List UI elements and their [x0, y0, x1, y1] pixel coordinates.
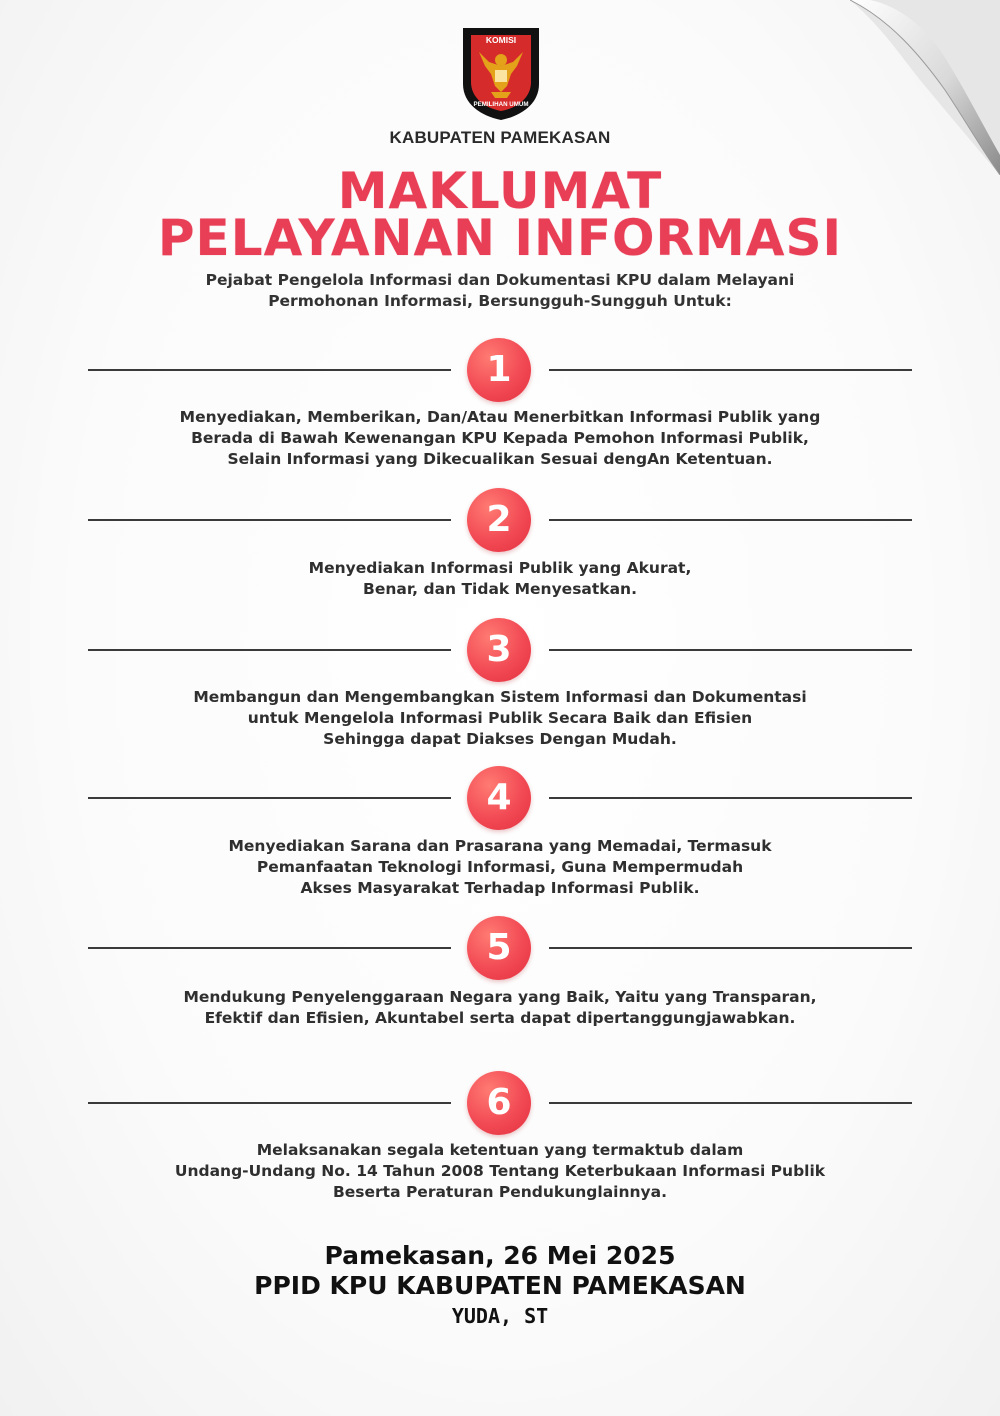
intro-text [100, 270, 900, 312]
item-line: Benar, dan Tidak Menyesatkan. [363, 580, 637, 598]
item-line: Selain Informasi yang Dikecualikan Sesuai dengAn Ketentuan. [227, 450, 773, 468]
item-line: Efektif dan Efisien, Akuntabel serta dapat dipertanggungjawabkan. [204, 1009, 796, 1027]
item-4-header [0, 764, 1000, 832]
divider-line [88, 797, 451, 799]
item-2-text [80, 558, 920, 600]
divider-line [88, 947, 451, 949]
item-line: Akses Masyarakat Terhadap Informasi Publik. [300, 879, 700, 897]
region-label: KABUPATEN PAMEKASAN [389, 128, 611, 147]
title-line-1: MAKLUMAT [337, 162, 663, 220]
logo-top-text: KOMISI [485, 35, 517, 45]
intro-line: Permohonan Informasi, Bersungguh-Sungguh Untuk: [268, 292, 732, 310]
item-number-badge: 3 [467, 618, 531, 682]
item-6-text [80, 1140, 920, 1203]
divider-line [88, 1102, 451, 1104]
signature-place-date: Pamekasan, 26 Mei 2025 [324, 1241, 676, 1270]
divider-line [88, 369, 451, 371]
kpu-logo-emblem [455, 22, 547, 122]
kpu-logo [455, 22, 547, 122]
item-line: Beserta Peraturan Pendukunglainnya. [332, 1183, 668, 1201]
logo-bottom-text: PEMILIHAN UMUM [473, 101, 529, 108]
divider-line [549, 1102, 912, 1104]
divider-line [549, 797, 912, 799]
item-number-badge: 2 [467, 488, 531, 552]
divider-line [549, 369, 912, 371]
item-line: Menyediakan Informasi Publik yang Akurat, [308, 559, 692, 577]
item-line: Membangun dan Mengembangkan Sistem Informasi dan Dokumentasi [193, 688, 807, 706]
item-number-badge: 1 [467, 338, 531, 402]
intro-line: Pejabat Pengelola Informasi dan Dokumentasi KPU dalam Melayani [205, 271, 795, 289]
item-line: Pemanfaatan Teknologi Informasi, Guna Mempermudah [256, 858, 744, 876]
divider-line [549, 947, 912, 949]
item-number-badge: 6 [467, 1071, 531, 1135]
signature-organization: PPID KPU KABUPATEN PAMEKASAN [254, 1271, 746, 1300]
signature-name: YUDA, ST [451, 1304, 549, 1328]
item-line: Mendukung Penyelenggaraan Negara yang Baik, Yaitu yang Transparan, [183, 988, 817, 1006]
item-line: Menyediakan, Memberikan, Dan/Atau Menerbitkan Informasi Publik yang [179, 408, 821, 426]
item-6-header [0, 1069, 1000, 1137]
divider-line [549, 649, 912, 651]
item-1-text [80, 407, 920, 470]
item-line: Berada di Bawah Kewenangan KPU Kepada Pemohon Informasi Publik, [191, 429, 809, 447]
item-number-badge: 5 [467, 916, 531, 980]
divider-line [88, 649, 451, 651]
item-line: Sehingga dapat Diakses Dengan Mudah. [323, 730, 677, 748]
item-5-header [0, 914, 1000, 982]
divider-line [88, 519, 451, 521]
item-number-badge: 4 [467, 766, 531, 830]
divider-line [549, 519, 912, 521]
item-line: untuk Mengelola Informasi Publik Secara Baik dan Efisien [247, 709, 753, 727]
item-1-header [0, 336, 1000, 404]
item-3-text [80, 687, 920, 750]
item-4-text [80, 836, 920, 899]
item-line: Undang-Undang No. 14 Tahun 2008 Tentang Keterbukaan Informasi Publik [174, 1162, 826, 1180]
item-3-header [0, 616, 1000, 684]
page-curl-decoration [850, 0, 1000, 175]
item-5-text [80, 987, 920, 1029]
item-line: Menyediakan Sarana dan Prasarana yang Memadai, Termasuk [228, 837, 772, 855]
title-line-2: PELAYANAN INFORMASI [157, 209, 843, 267]
item-line: Melaksanakan segala ketentuan yang termaktub dalam [256, 1141, 744, 1159]
item-2-header [0, 486, 1000, 554]
